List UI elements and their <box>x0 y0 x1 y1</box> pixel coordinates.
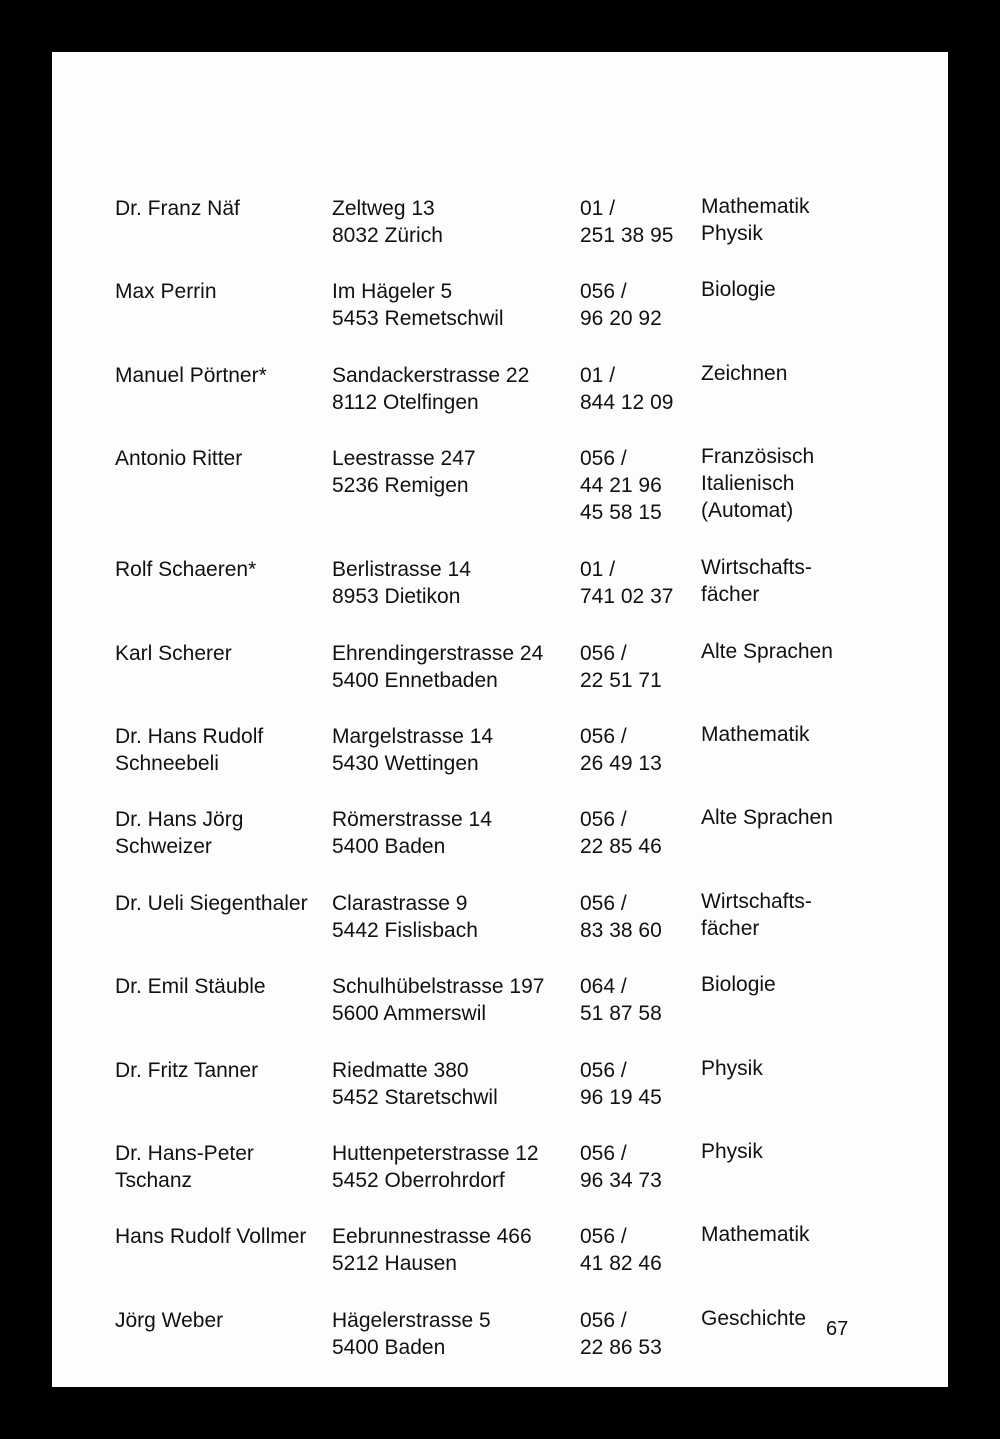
entry-phone-line: 51 87 58 <box>580 1002 662 1026</box>
entry-phone <box>580 445 662 526</box>
entry-address <box>332 278 504 332</box>
entry-phone-line: 22 86 53 <box>580 1335 662 1359</box>
entry-name <box>115 556 256 583</box>
entry-phone-line: 251 38 95 <box>580 224 674 247</box>
entry-subjects-line: Biologie <box>701 278 776 302</box>
document-page <box>52 52 948 1387</box>
entry-subjects-line: Geschichte <box>701 1306 807 1330</box>
entry-name <box>115 278 217 305</box>
entry-name-line: Schweizer <box>115 835 212 859</box>
entry-address <box>332 1307 491 1361</box>
entry-name-line: Tschanz <box>115 1168 193 1192</box>
entry-phone <box>580 973 662 1027</box>
entry-phone <box>580 556 673 610</box>
entry-name-line: Antonio Ritter <box>115 447 243 471</box>
entry-subjects <box>701 360 787 387</box>
entry-address <box>332 806 492 860</box>
directory-entry <box>115 445 915 556</box>
entry-phone-line: 41 82 46 <box>580 1252 662 1276</box>
entry-address <box>332 1057 498 1111</box>
entry-name-line: Schneebeli <box>115 751 219 775</box>
directory-entry <box>115 556 915 639</box>
entry-subjects <box>701 1305 806 1332</box>
entry-address-line: Römerstrasse 14 <box>332 808 492 832</box>
entry-phone-line: 22 85 46 <box>580 835 662 859</box>
entry-subjects-line: fächer <box>701 583 760 607</box>
entry-subjects <box>701 971 776 998</box>
entry-address-line: 5400 Baden <box>332 835 446 859</box>
entry-name-line: Dr. Franz Näf <box>115 197 240 220</box>
entry-address-line: Huttenpeterstrasse 12 <box>332 1141 539 1165</box>
directory-entry <box>115 1223 915 1306</box>
entry-address-line: Leestrasse 247 <box>332 447 476 471</box>
entry-subjects-line: Physik <box>701 1139 763 1163</box>
entry-name <box>115 1140 254 1194</box>
entry-phone-line: 01 / <box>580 363 616 387</box>
entry-subjects-line: fächer <box>701 916 760 940</box>
entry-subjects <box>701 193 810 247</box>
entry-phone-line: 844 12 09 <box>580 390 674 414</box>
entry-address-line: 5212 Hausen <box>332 1252 457 1276</box>
entry-subjects-line: Zeichnen <box>701 361 788 385</box>
entry-address <box>332 640 543 694</box>
entry-name <box>115 973 266 1000</box>
directory-entry <box>115 1057 915 1140</box>
entry-phone-line: 056 / <box>580 1225 627 1249</box>
directory-entry <box>115 723 915 806</box>
entry-phone <box>580 723 662 777</box>
entry-phone-line: 741 02 37 <box>580 585 674 609</box>
entry-subjects-line: Physik <box>701 1056 763 1080</box>
entry-address <box>332 890 478 944</box>
entry-address-line: 8032 Zürich <box>332 224 443 247</box>
entry-subjects <box>701 276 776 303</box>
entry-address <box>332 1140 539 1194</box>
entry-subjects-line: Mathematik <box>701 195 810 218</box>
entry-address-line: 8112 Otelfingen <box>332 390 479 414</box>
entry-phone-line: 064 / <box>580 975 627 999</box>
entry-subjects-line: Alte Sprachen <box>701 639 833 663</box>
entry-phone-line: 056 / <box>580 280 627 304</box>
entry-address-line: 5453 Remetschwil <box>332 307 504 331</box>
entry-subjects <box>701 1055 763 1082</box>
entry-phone <box>580 806 662 860</box>
entry-phone-line: 056 / <box>580 641 627 665</box>
directory-entry <box>115 973 915 1056</box>
entry-subjects-line: Französisch <box>701 445 815 469</box>
entry-phone-line: 056 / <box>580 808 627 832</box>
entry-phone-line: 83 38 60 <box>580 918 662 942</box>
entry-phone-line: 96 19 45 <box>580 1085 662 1109</box>
entry-address <box>332 723 493 777</box>
entry-phone <box>580 1223 662 1277</box>
entry-address-line: Riedmatte 380 <box>332 1058 469 1082</box>
entry-address-line: 5600 Ammerswil <box>332 1002 487 1026</box>
entry-subjects-line: Alte Sprachen <box>701 806 833 830</box>
entry-phone-line: 056 / <box>580 891 627 915</box>
teacher-directory-list <box>115 195 915 1390</box>
entry-subjects-line: Mathematik <box>701 722 810 746</box>
entry-address-line: Zeltweg 13 <box>332 197 435 220</box>
entry-address-line: Im Hägeler 5 <box>332 280 453 304</box>
directory-entry <box>115 890 915 973</box>
entry-name <box>115 1057 258 1084</box>
entry-name-line: Dr. Fritz Tanner <box>115 1058 259 1082</box>
entry-subjects-line: Wirtschafts- <box>701 556 812 580</box>
entry-phone <box>580 1057 662 1111</box>
entry-name <box>115 890 308 917</box>
entry-name <box>115 195 240 222</box>
directory-entry <box>115 362 915 445</box>
entry-address <box>332 195 443 249</box>
entry-name-line: Max Perrin <box>115 280 217 304</box>
entry-address-line: 5442 Fislisbach <box>332 918 478 942</box>
directory-entry <box>115 278 915 361</box>
entry-phone <box>580 195 673 249</box>
directory-entry <box>115 1307 915 1390</box>
entry-name <box>115 362 267 389</box>
entry-address-line: Eebrunnestrasse 466 <box>332 1225 532 1249</box>
entry-subjects-line: Wirtschafts- <box>701 889 812 913</box>
entry-subjects-line: Physik <box>701 222 763 245</box>
entry-name-line: Hans Rudolf Vollmer <box>115 1225 307 1249</box>
entry-phone-line: 056 / <box>580 1308 627 1332</box>
entry-name-line: Dr. Ueli Siegenthaler <box>115 891 308 915</box>
entry-address-line: Hägelerstrasse 5 <box>332 1308 491 1332</box>
entry-name <box>115 1307 223 1334</box>
entry-subjects <box>701 554 812 608</box>
entry-phone-line: 056 / <box>580 1141 627 1165</box>
entry-phone-line: 056 / <box>580 1058 627 1082</box>
entry-address-line: Ehrendingerstrasse 24 <box>332 641 544 665</box>
entry-address <box>332 445 476 499</box>
directory-entry <box>115 195 915 278</box>
entry-name-line: Manuel Pörtner* <box>115 363 267 387</box>
entry-subjects <box>701 1138 763 1165</box>
entry-subjects <box>701 804 833 831</box>
entry-subjects <box>701 721 810 748</box>
entry-phone-line: 96 20 92 <box>580 307 662 331</box>
entry-address-line: Margelstrasse 14 <box>332 724 494 748</box>
entry-subjects <box>701 638 833 665</box>
directory-entry <box>115 1140 915 1223</box>
directory-entry <box>115 806 915 889</box>
entry-address-line: 8953 Dietikon <box>332 585 461 609</box>
directory-entry <box>115 640 915 723</box>
entry-phone-line: 96 34 73 <box>580 1168 662 1192</box>
entry-subjects-line: Biologie <box>701 973 776 997</box>
entry-phone-line: 01 / <box>580 558 616 582</box>
page-number: 67 <box>826 1318 849 1340</box>
entry-name <box>115 1223 306 1250</box>
entry-name-line: Jörg Weber <box>115 1308 224 1332</box>
entry-subjects-line: (Automat) <box>701 499 794 523</box>
entry-phone <box>580 362 673 416</box>
entry-name <box>115 445 242 472</box>
entry-phone-line: 26 49 13 <box>580 751 662 775</box>
entry-address-line: Clarastrasse 9 <box>332 891 468 915</box>
entry-name <box>115 806 243 860</box>
entry-name <box>115 640 232 667</box>
entry-address-line: Berlistrasse 14 <box>332 558 471 582</box>
entry-address-line: 5452 Oberrohrdorf <box>332 1168 505 1192</box>
entry-address <box>332 1223 532 1277</box>
entry-subjects <box>701 1221 810 1248</box>
entry-phone <box>580 640 662 694</box>
entry-phone-line: 056 / <box>580 447 627 471</box>
entry-subjects <box>701 443 814 524</box>
entry-phone <box>580 278 662 332</box>
entry-phone-line: 44 21 96 <box>580 474 662 498</box>
entry-phone <box>580 1307 662 1361</box>
entry-name-line: Dr. Hans Rudolf <box>115 724 264 748</box>
entry-name-line: Rolf Schaeren* <box>115 558 257 582</box>
entry-address-line: 5236 Remigen <box>332 474 469 498</box>
entry-name-line: Dr. Hans-Peter <box>115 1141 254 1165</box>
entry-name <box>115 723 263 777</box>
entry-address-line: 5430 Wettingen <box>332 751 479 775</box>
entry-address <box>332 973 544 1027</box>
entry-address-line: Schulhübelstrasse 197 <box>332 975 545 999</box>
entry-phone <box>580 890 662 944</box>
entry-name-line: Dr. Emil Stäuble <box>115 975 266 999</box>
entry-address <box>332 362 529 416</box>
entry-address-line: 5400 Baden <box>332 1335 446 1359</box>
entry-subjects-line: Mathematik <box>701 1223 810 1247</box>
entry-phone-line: 22 51 71 <box>580 668 662 692</box>
entry-address-line: 5400 Ennetbaden <box>332 668 498 692</box>
entry-address-line: Sandackerstrasse 22 <box>332 363 530 387</box>
entry-subjects-line: Italienisch <box>701 472 795 496</box>
entry-phone-line: 056 / <box>580 724 627 748</box>
entry-subjects <box>701 888 812 942</box>
entry-phone-line: 45 58 15 <box>580 501 662 525</box>
entry-name-line: Dr. Hans Jörg <box>115 808 244 832</box>
entry-phone-line: 01 / <box>580 197 616 220</box>
entry-phone <box>580 1140 662 1194</box>
entry-name-line: Karl Scherer <box>115 641 232 665</box>
entry-address <box>332 556 471 610</box>
entry-address-line: 5452 Staretschwil <box>332 1085 498 1109</box>
